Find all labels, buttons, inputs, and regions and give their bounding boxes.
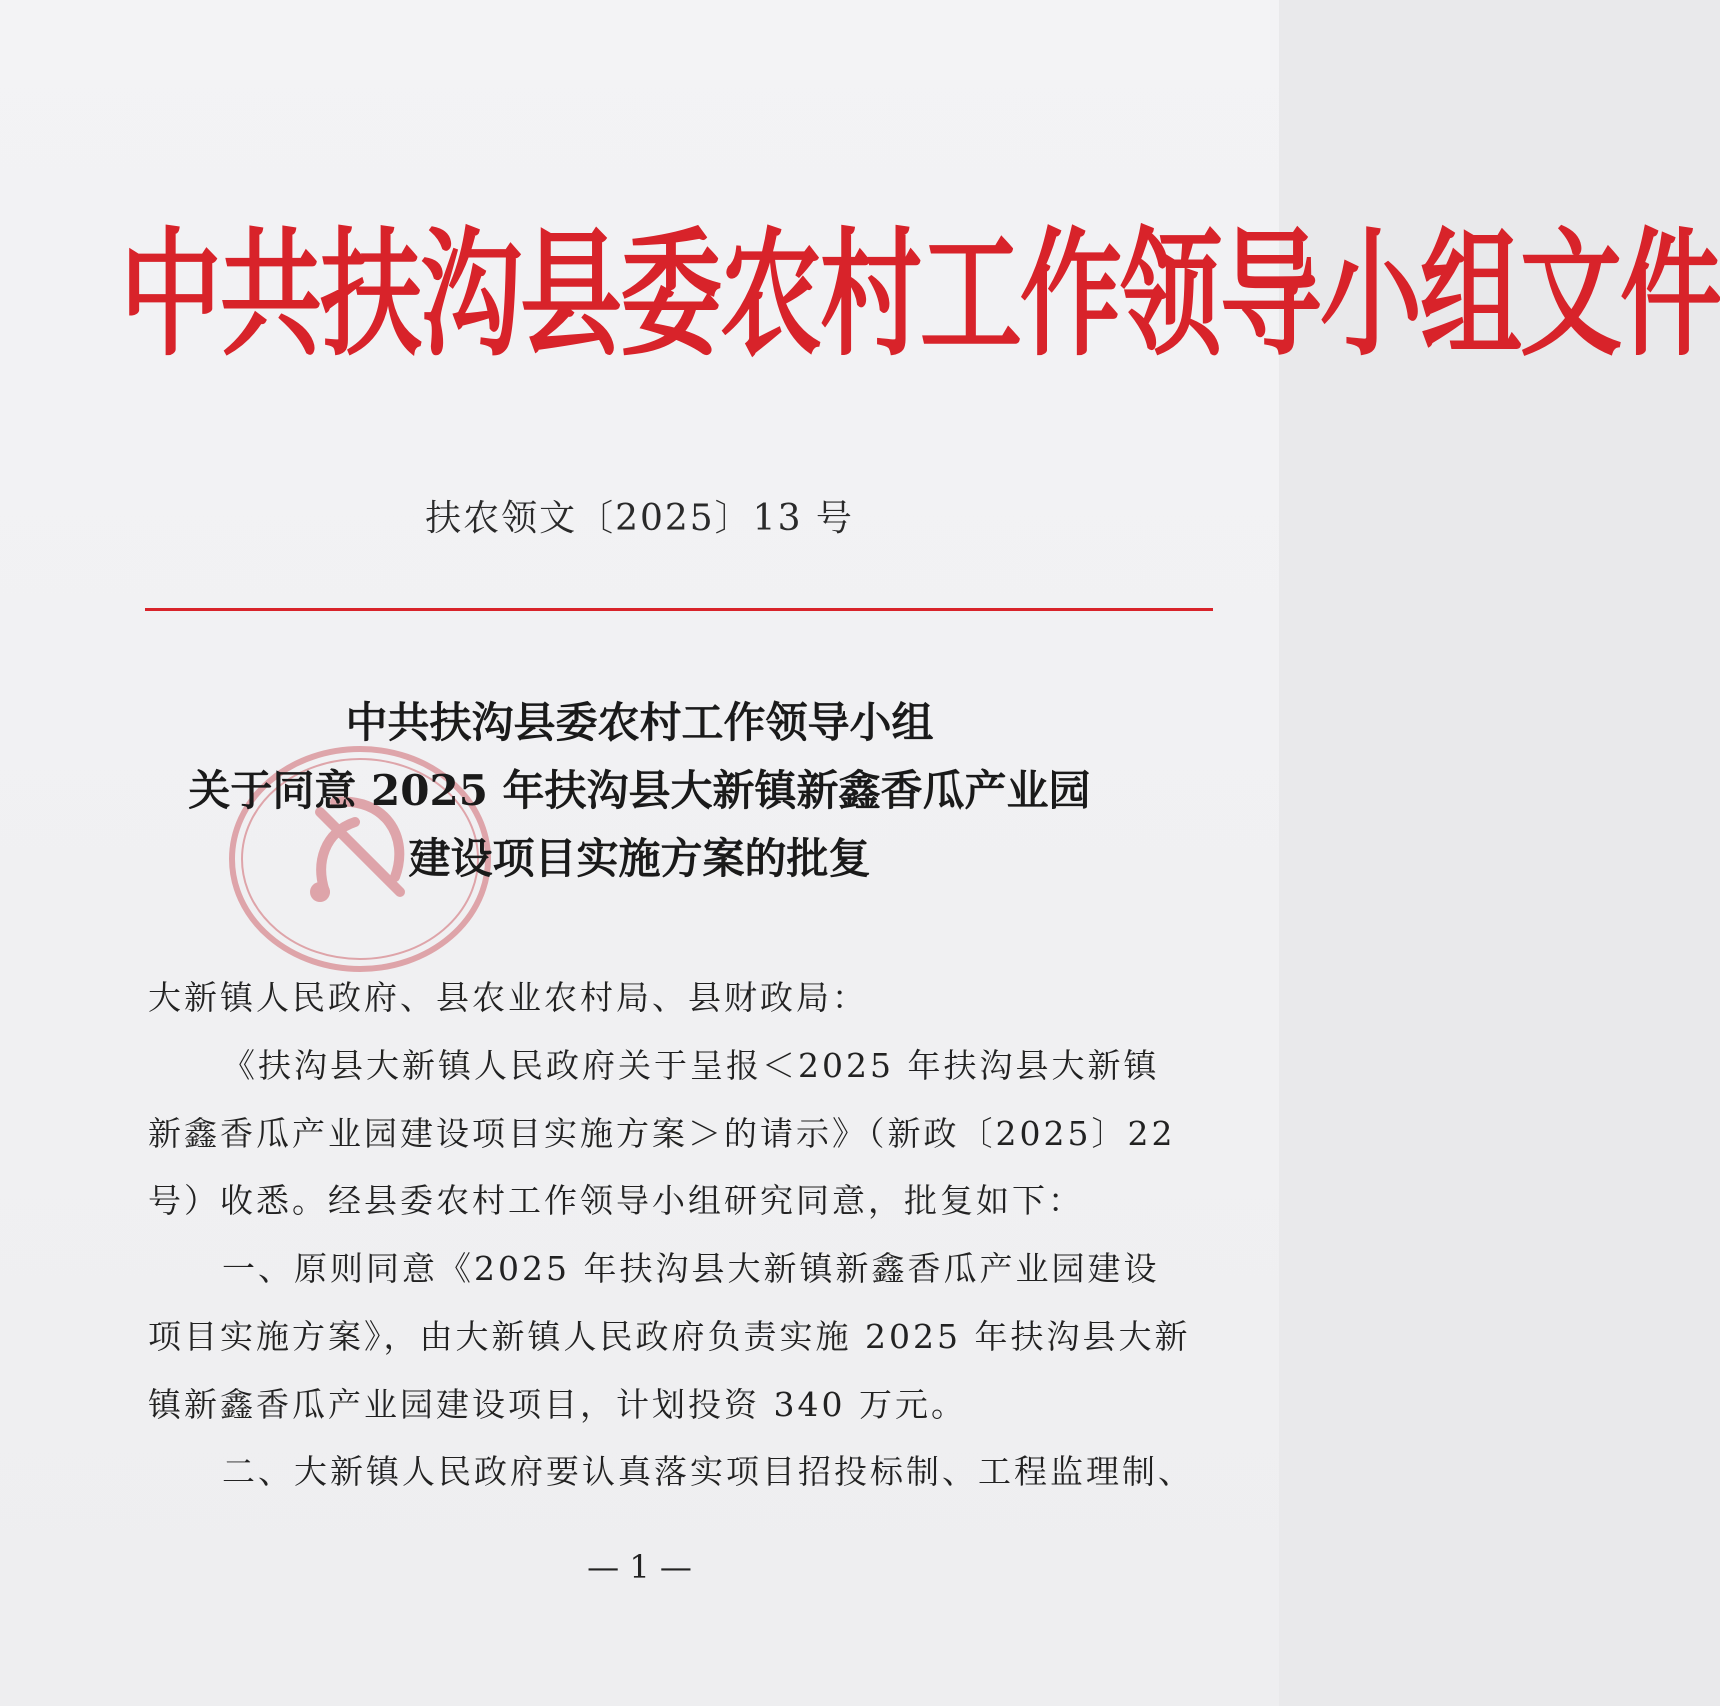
- paragraph-1-line-3: 号）收悉。经县委农村工作领导小组研究同意，批复如下：: [148, 1181, 1084, 1220]
- paragraph-2-line-3: 镇新鑫香瓜产业园建设项目，计划投资 340 万元。: [148, 1385, 967, 1424]
- page-number: — 1 —: [587, 1548, 692, 1586]
- document-number: 扶农领文〔2025〕13 号: [425, 498, 854, 539]
- red-divider-line: [145, 608, 1213, 611]
- recipients-line: 大新镇人民政府、县农业农村局、县财政局：: [148, 978, 868, 1017]
- title-line-1: 中共扶沟县委农村工作领导小组: [345, 698, 934, 747]
- paragraph-3-line-1: 二、大新镇人民政府要认真落实项目招投标制、工程监理制、: [222, 1452, 1194, 1491]
- paragraph-2-line-2: 项目实施方案》，由大新镇人民政府负责实施 2025 年扶沟县大新: [148, 1317, 1191, 1356]
- paragraph-1-line-1: 《扶沟县大新镇人民政府关于呈报＜2025 年扶沟县大新镇: [222, 1046, 1160, 1085]
- title-line-3: 建设项目实施方案的批复: [408, 834, 871, 883]
- paragraph-1-line-2: 新鑫香瓜产业园建设项目实施方案＞的请示》（新政〔2025〕22: [148, 1114, 1176, 1153]
- title-line-2: 关于同意 2025 年扶沟县大新镇新鑫香瓜产业园: [188, 766, 1091, 815]
- paragraph-2-line-1: 一、原则同意《2025 年扶沟县大新镇新鑫香瓜产业园建设: [222, 1249, 1160, 1288]
- masthead-title: 中共扶沟县委农村工作领导小组文件: [120, 214, 1720, 376]
